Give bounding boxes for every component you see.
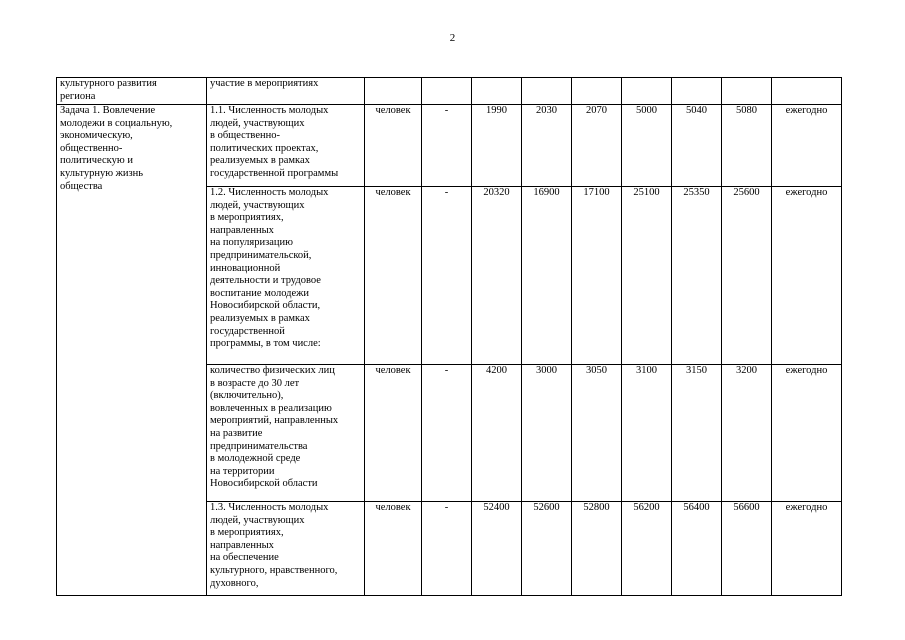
value-cell: 5000: [622, 105, 672, 187]
value-cell: 3150: [672, 365, 722, 502]
value-cell: 25100: [622, 187, 672, 365]
base-cell: -: [422, 105, 472, 187]
task-cell: культурного развития региона: [57, 78, 207, 105]
value-cell: 1990: [472, 105, 522, 187]
indicator-cell: количество физических лиц в возрасте до 30 лет (включительно), вовлеченных в реализацию мероприятий, направленных на развитие предпринимательства в молодежной среде на территории Новосибирской области: [207, 365, 365, 502]
unit-cell: человек: [365, 365, 422, 502]
value-cell: 3000: [522, 365, 572, 502]
value-cell: 3050: [572, 365, 622, 502]
value-cell: 16900: [522, 187, 572, 365]
indicators-table: [56, 77, 842, 596]
page-number: 2: [449, 32, 456, 44]
indicator-cell: 1.1. Численность молодых людей, участвующих в общественно- политических проектах, реализуемых в рамках государственной программы: [207, 105, 365, 187]
unit-cell: человек: [365, 502, 422, 596]
value-cell: 2030: [522, 105, 572, 187]
indicator-cell: 1.3. Численность молодых людей, участвующих в мероприятиях, направленных на обеспечение культурного, нравственного, духовного,: [207, 502, 365, 596]
value-cell: 4200: [472, 365, 522, 502]
unit-cell: человек: [365, 105, 422, 187]
table-row: [57, 78, 842, 105]
value-cell: 20320: [472, 187, 522, 365]
value-cell: 5040: [672, 105, 722, 187]
value-cell: 3200: [722, 365, 772, 502]
base-cell: -: [422, 187, 472, 365]
value-cell: 52800: [572, 502, 622, 596]
value-cell: 56400: [672, 502, 722, 596]
value-cell: 52600: [522, 502, 572, 596]
period-cell: ежегодно: [772, 502, 842, 596]
value-cell: 3100: [622, 365, 672, 502]
indicator-cell: 1.2. Численность молодых людей, участвующих в мероприятиях, направленных на популяризацию предпринимательской, инновационной деятельности и трудовое воспитание молодежи Новосибирской области, реализуемых в рамках государственной программы, в том числе:: [207, 187, 365, 365]
value-cell: 25600: [722, 187, 772, 365]
period-cell: ежегодно: [772, 365, 842, 502]
task-cell: Задача 1. Вовлечение молодежи в социальную, экономическую, общественно- политическую и культурную жизнь общества: [57, 105, 207, 596]
value-cell: 56200: [622, 502, 672, 596]
indicator-cell: участие в мероприятиях: [207, 78, 365, 105]
value-cell: 56600: [722, 502, 772, 596]
value-cell: 5080: [722, 105, 772, 187]
base-cell: -: [422, 502, 472, 596]
period-cell: ежегодно: [772, 105, 842, 187]
value-cell: 52400: [472, 502, 522, 596]
value-cell: 25350: [672, 187, 722, 365]
period-cell: ежегодно: [772, 187, 842, 365]
base-cell: -: [422, 365, 472, 502]
value-cell: 17100: [572, 187, 622, 365]
table-row: [57, 105, 842, 187]
unit-cell: человек: [365, 187, 422, 365]
value-cell: 2070: [572, 105, 622, 187]
